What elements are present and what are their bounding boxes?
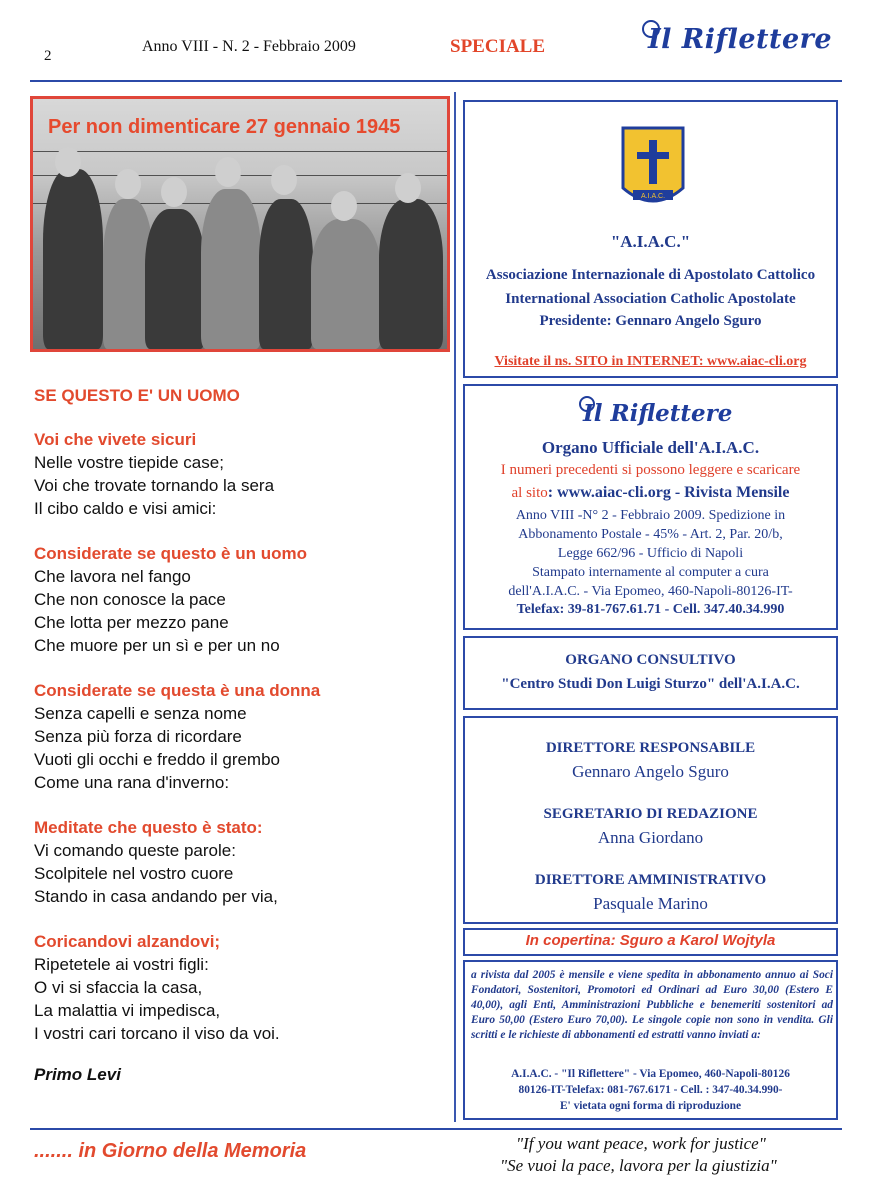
column-divider bbox=[454, 92, 456, 1122]
poem-line: Il cibo caldo e visi amici: bbox=[34, 499, 217, 518]
poem-author: Primo Levi bbox=[34, 1065, 121, 1084]
brand-text: Il Riflettere bbox=[648, 24, 833, 55]
poem-line: Che non conosce la pace bbox=[34, 590, 226, 609]
poem-line: Come una rana d'inverno: bbox=[34, 773, 230, 792]
masthead-line: Anno VIII -N° 2 - Febbraio 2009. Spedizione in bbox=[515, 508, 786, 523]
poem-line: Nelle vostre tiepide case; bbox=[34, 453, 224, 472]
quote-italian: "Se vuoi la pace, lavora per la giustizia" bbox=[500, 1156, 777, 1175]
consultivo-box bbox=[463, 636, 838, 710]
aiac-name: "A.I.A.C." bbox=[610, 232, 691, 251]
poem-line: Vuoti gli occhi e freddo il grembo bbox=[34, 750, 281, 769]
poem-line: Scolpitele nel vostro cuore bbox=[34, 864, 234, 883]
masthead-brand: Il Riflettere bbox=[583, 400, 732, 427]
masthead-line: Abbonamento Postale - 45% - Art. 2, Par. 20/b, bbox=[518, 527, 783, 542]
stanza-heading: Coricandovi alzandovi; bbox=[34, 932, 221, 951]
staff-role: SEGRETARIO DI REDAZIONE bbox=[543, 806, 758, 822]
poem-line: Senza capelli e senza nome bbox=[34, 704, 247, 723]
staff-name: Pasquale Marino bbox=[593, 894, 708, 913]
poem-line: I vostri cari torcano il viso da voi. bbox=[34, 1024, 280, 1043]
subscription-line: A.I.A.C. - "Il Riflettere" - Via Epomeo, 460-Napoli-80126 bbox=[511, 1068, 790, 1080]
poem-line: Stando in casa andando per via, bbox=[34, 887, 278, 906]
subscription-box bbox=[463, 960, 838, 1120]
child-head bbox=[161, 177, 187, 207]
aiac-italian-name: Associazione Internazionale di Apostolato Cattolico bbox=[485, 267, 816, 283]
child-figure bbox=[201, 189, 261, 349]
staff-name: Anna Giordano bbox=[597, 828, 704, 847]
poem-line: La malattia vi impedisca, bbox=[34, 1001, 221, 1020]
site-line: al sito: www.aiac-cli.org - Rivista Mensile bbox=[511, 484, 790, 501]
aiac-box bbox=[463, 100, 838, 378]
section-label: SPECIALE bbox=[450, 36, 546, 57]
prev-issues-line: I numeri precedenti si possono leggere e scaricare bbox=[500, 462, 801, 478]
site-url[interactable]: : www.aiac-cli.org - Rivista Mensile bbox=[547, 484, 790, 501]
masthead-line: Stampato internamente al computer a cura bbox=[532, 565, 769, 580]
telefax-line: Telefax: 39-81-767.61.71 - Cell. 347.40.34.990 bbox=[516, 602, 785, 617]
masthead-box bbox=[463, 384, 838, 630]
child-figure bbox=[259, 199, 313, 349]
brand-logo bbox=[648, 24, 832, 55]
child-figure bbox=[379, 199, 443, 349]
subscription-line: 80126-IT-Telefax: 081-767.6171 - Cell. : 347-40.34.990- bbox=[518, 1084, 783, 1096]
poem-line: Che lavora nel fango bbox=[34, 567, 191, 586]
magnifier-icon bbox=[579, 396, 595, 412]
poem-title: SE QUESTO E' UN UOMO bbox=[34, 386, 240, 405]
website-link[interactable]: Visitate il ns. SITO in INTERNET: www.aiac-cli.org bbox=[494, 354, 807, 369]
brand-magnifier-icon bbox=[642, 20, 660, 38]
organ-title: Organo Ufficiale dell'A.I.A.C. bbox=[541, 438, 760, 457]
consultivo-title: ORGANO CONSULTIVO bbox=[565, 652, 736, 668]
child-figure bbox=[311, 219, 381, 349]
child-head bbox=[331, 191, 357, 221]
cover-caption: In copertina: Sguro a Karol Wojtyla bbox=[525, 932, 776, 949]
child-head bbox=[115, 169, 141, 199]
memory-day-caption: ....... in Giorno della Memoria bbox=[34, 1140, 307, 1162]
subscription-line: E' vietata ogni forma di riproduzione bbox=[559, 1100, 742, 1112]
poem-line: Che lotta per mezzo pane bbox=[34, 613, 229, 632]
staff-role: DIRETTORE AMMINISTRATIVO bbox=[534, 872, 767, 888]
staff-name: Gennaro Angelo Sguro bbox=[572, 762, 729, 781]
child-figure bbox=[43, 169, 103, 349]
stanza-heading: Meditate che questo è stato: bbox=[34, 818, 263, 837]
top-rule bbox=[30, 80, 842, 82]
logo-label: A.I.A.C. bbox=[640, 193, 666, 200]
poem-line: Senza più forza di ricordare bbox=[34, 727, 242, 746]
child-head bbox=[271, 165, 297, 195]
poem-line: Vi comando queste parole: bbox=[34, 841, 236, 860]
child-head bbox=[395, 173, 421, 203]
aiac-logo-icon bbox=[617, 118, 689, 216]
aiac-president: Presidente: Gennaro Angelo Sguro bbox=[539, 313, 762, 329]
consultivo-body: "Centro Studi Don Luigi Sturzo" dell'A.I.A.C. bbox=[501, 676, 800, 692]
aiac-english-name: International Association Catholic Apostolate bbox=[505, 291, 796, 307]
page-number: 2 bbox=[44, 48, 52, 64]
poem-line: Ripetetele ai vostri figli: bbox=[34, 955, 209, 974]
masthead-line: Legge 662/96 - Ufficio di Napoli bbox=[557, 546, 744, 561]
child-figure bbox=[145, 209, 205, 349]
quote-english: "If you want peace, work for justice" bbox=[516, 1134, 766, 1153]
stanza-heading: Considerate se questa è una donna bbox=[34, 681, 321, 700]
child-head bbox=[55, 147, 81, 177]
subscription-text: a rivista dal 2005 è mensile e viene spedita in abbonamento annuo ai Soci Fondatori, Sostenitori, Promotori ed Ordinari ad Euro 30,00 (Estero E 40,00), agli Enti, Amministrazioni Pubbliche e benemeriti sostenitori ad Euro 50,00 (Estero Euro 70,00). Le singole copie non sono in vendita. Gli scritti e le richieste di abbonamenti ed estratti vanno inviati a: bbox=[471, 969, 833, 1042]
staff-box bbox=[463, 716, 838, 924]
poem-line: Che muore per un sì e per un no bbox=[34, 636, 280, 655]
issue-line: Anno VIII - N. 2 - Febbraio 2009 bbox=[142, 38, 356, 55]
bottom-rule bbox=[30, 1128, 842, 1130]
barbed-wire bbox=[33, 151, 447, 152]
staff-role: DIRETTORE RESPONSABILE bbox=[545, 740, 756, 756]
stanza-heading: Considerate se questo è un uomo bbox=[34, 544, 307, 563]
stanza-heading: Voi che vivete sicuri bbox=[34, 430, 197, 449]
photo-caption: Per non dimenticare 27 gennaio 1945 bbox=[48, 116, 401, 138]
masthead-line: dell'A.I.A.C. - Via Epomeo, 460-Napoli-80126-IT- bbox=[508, 584, 793, 599]
child-head bbox=[215, 157, 241, 187]
poem-line: O vi si sfaccia la casa, bbox=[34, 978, 203, 997]
poem-line: Voi che trovate tornando la sera bbox=[34, 476, 275, 495]
poem bbox=[34, 386, 444, 1102]
cover-box bbox=[463, 928, 838, 956]
